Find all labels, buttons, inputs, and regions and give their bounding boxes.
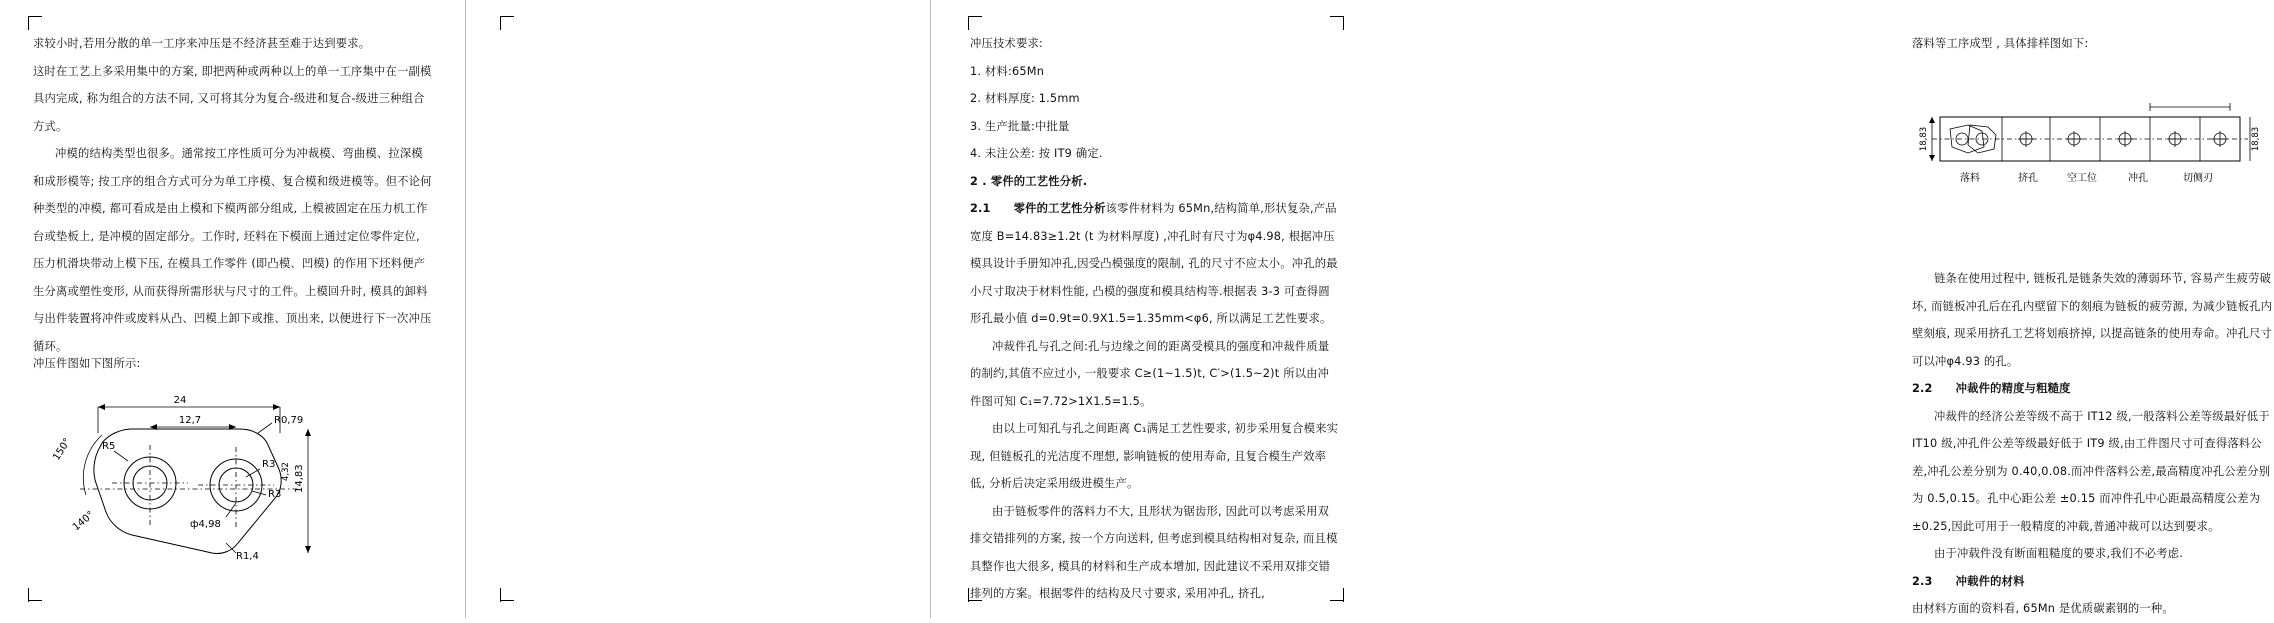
column3-text-block (1912, 265, 2274, 623)
subheading-2-1-text: 该零件材料为 65Mn,结构简单,形状复杂,产品宽度 B=14.83≥1.2t (t 为材料厚度) ,冲孔时有尺寸为φ4.98, 根据冲压模具设计手册知冲孔,因受凸模强度的限制, 孔的尺寸不应太小。冲孔的最小尺寸取决于材料性能, 凸模的强度和模具结构等.根据表 3-3 可查得圆形孔最小值 d=0.9t=0.9X1.5=1.35mm<φ6, 所以满足工艺性要求。 (970, 202, 1338, 325)
svg-text:24: 24 (173, 395, 187, 406)
figure-caption: 冲压件图如下图所示: (33, 357, 141, 370)
station-label-5: 切侧刃 (2183, 173, 2213, 184)
paragraph: 这时在工艺上多采用集中的方案, 即把两种或两种以上的单一工序集中在一副模具内完成, 称为组合的方法不同, 又可将其分为复合-级进和复合-级进三种组合方式。 (33, 64, 432, 133)
chain-plate-part-drawing (40, 385, 340, 575)
svg-text:R3: R3 (268, 489, 282, 500)
station-label-4: 冲孔 (2128, 173, 2148, 184)
station-label-2: 挤孔 (2018, 173, 2038, 184)
page-column-1 (0, 0, 465, 618)
section-title: 冲压技术要求: (970, 37, 1043, 50)
svg-text:R1,4: R1,4 (236, 551, 259, 562)
svg-text:R3: R3 (262, 459, 276, 470)
figure-caption-block (33, 350, 433, 378)
requirement-item: 1. 材料:65Mn (970, 64, 1045, 78)
station-label-1: 落料 (1960, 173, 1980, 184)
column3-lead-block (1912, 30, 2272, 58)
paragraph: 冲裁件的经济公差等级不高于 IT12 级,一般落料公差等级最好低于 IT10 级,冲孔件公差等级最好低于 IT9 级,由工件图尺寸可查得落料公差,冲孔公差分别为 0.40,0.08.而冲件落料公差,最高精度冲孔公差分别为 0.5,0.15。孔中心距公差 ±0.15 而冲件孔中心距最高精度公差为±0.25,因此可用于一般精度的冲载,普通冲裁可以达到要求。 (1912, 409, 2274, 533)
page-column-2 (465, 0, 1339, 618)
paragraph: 由于链板零件的落料力不大, 且形状为锯齿形, 因此可以考虑采用双排交错排列的方案, 按一个方向送料, 但考虑到模具结构相对复杂, 而且模具整作也大很多, 模具的材料和生产成本增加, 因此建议不采用双排交错排列的方案。根据零件的结构及尺寸要求, 采用冲孔, 挤孔, (970, 504, 1338, 600)
column1-text-block (33, 30, 433, 360)
paragraph: 冲模的结构类型也很多。通常按工序性质可分为冲裁模、弯曲模、拉深模和成形模等; 按工序的组合方式可分为单工序模、复合模和级进模等。但不论何种类型的冲模, 都可看成是由上模和下模两部分组成, 上模被固定在压力机工作台或垫板上, 是冲模的固定部分。工作时, 坯料在下模面上通过定位零件定位, 压力机滑块带动上模下压, 在模具工作零件 (即凸模、凹模) 的作用下坯料便产生分离或塑性变形, 从而获得所需形状与尺寸的工件。上模回升时, 模具的卸料与出件装置将冲件或废料从凸、凹模上卸下或推、顶出来, 以便进行下一次冲压循环。 (33, 147, 432, 353)
heading-2-2: 2.2 冲裁件的精度与粗糙度 (1912, 382, 2071, 395)
paragraph: 链条在使用过程中, 链板孔是链条失效的薄弱环节, 容易产生疲劳破坏, 而链板冲孔后在孔内壁留下的刻痕为链板的疲劳源, 为减少链板孔内壁刻痕, 现采用挤孔工艺将划痕挤掉, 以提高链条的使用寿命。冲孔尺寸可以冲φ4.93 的孔。 (1912, 272, 2273, 368)
page-column-3 (930, 0, 2274, 618)
svg-text:R5: R5 (102, 441, 116, 452)
svg-text:18,83: 18,83 (1919, 126, 1929, 152)
svg-text:4,32: 4,32 (281, 462, 291, 481)
paragraph: 落料等工序成型 , 具体排样图如下: (1912, 37, 2089, 50)
heading-2-3: 2.3 冲载件的材料 (1912, 574, 2025, 588)
paragraph: 冲裁件孔与孔之间:孔与边缘之间的距离受模具的强度和冲裁件质量的制约,其值不应过小, 一般要求 C≥(1~1.5)t, C′>(1.5~2)t 所以由冲件图可知 C₁=7.72>1X1.5=1.5。 (970, 339, 1330, 408)
heading-2: 2 . 零件的工艺性分析. (970, 174, 1088, 188)
strip-layout-drawing (1910, 95, 2270, 205)
paragraph: 求较小时,若用分散的单一工序来冲压是不经济甚至难于达到要求。 (33, 37, 371, 50)
requirement-item: 2. 材料厚度: 1.5mm (970, 92, 1080, 105)
svg-text:14,83: 14,83 (294, 464, 305, 493)
station-label-3: 空工位 (2067, 173, 2097, 184)
requirement-item: 4. 未注公差: 按 IT9 确定. (970, 147, 1103, 160)
svg-text:140°: 140° (70, 509, 97, 534)
svg-text:12,7: 12,7 (178, 415, 202, 426)
subheading-2-1-label: 2.1 零件的工艺性分析 (970, 202, 1106, 215)
paragraph: 由于冲载件没有断面粗糙度的要求,我们不必考虑. (1934, 547, 2184, 560)
svg-text:R0,79: R0,79 (274, 415, 304, 426)
svg-text:18,83: 18,83 (2251, 126, 2261, 152)
svg-text:ф4,98: ф4,98 (190, 519, 221, 530)
paragraph: 由材料方面的资料看, 65Mn 是优质碳素钢的一种。 (1912, 602, 2174, 615)
paragraph: 由以上可知孔与孔之间距离 C₁满足工艺性要求, 初步采用复合模来实现, 但链板孔的光洁度不理想, 影响链板的使用寿命, 且复合模生产效率低, 分析后决定采用级进模生产。 (970, 422, 1339, 490)
svg-text:150°: 150° (51, 436, 74, 463)
requirement-item: 3. 生产批量:中批量 (970, 119, 1070, 133)
